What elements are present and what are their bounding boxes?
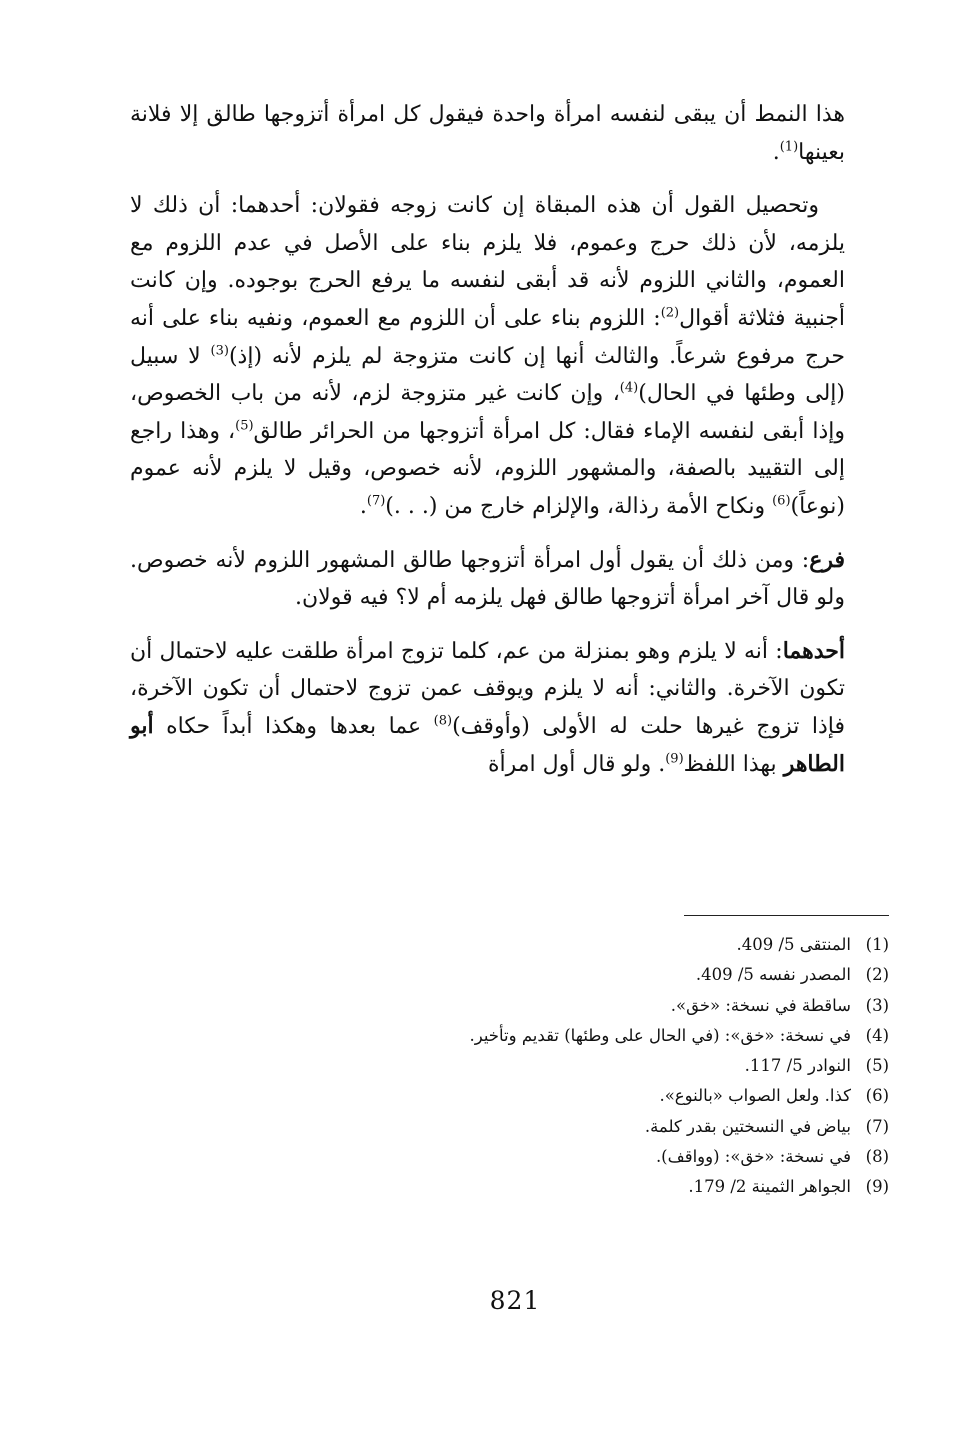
footnote-number: (2) xyxy=(865,965,889,985)
footnote-text: في نسخة: «خق»: (في الحال على وطئها) تقديم وتأخير. xyxy=(469,1025,851,1045)
footnote-number: (4) xyxy=(865,1025,889,1045)
footnote-text: بياض في النسختين بقدر كلمة. xyxy=(644,1116,851,1136)
footnote-text: الجواهر الثمينة 2/ 179. xyxy=(688,1177,851,1197)
footnote-item xyxy=(249,991,889,1021)
footnote-number: (1) xyxy=(865,935,889,954)
footnote-number: (7) xyxy=(865,1116,889,1136)
text-run: عما بعدها وهكذا أبداً حكاه xyxy=(153,713,434,739)
footnote-number: (8) xyxy=(865,1147,889,1167)
text-run: : أنه لا يلزم وهو بمنزلة من عم، كلما تزوج امرأة طلقت عليه لاحتمال أن تكون الآخرة. والثاني: أنه لا يلزم ويوقف عمن تزوج لاحتمال أن تكون الآخرة، فإذا تزوج غيرها حلت له الأولى (وأوقف) xyxy=(130,638,845,739)
footnote-item xyxy=(249,1112,889,1142)
footnote-item xyxy=(249,1081,889,1111)
text-run: . xyxy=(772,139,780,165)
footnote-reference: (4) xyxy=(619,380,639,396)
bold-term: فرع xyxy=(809,546,845,573)
bold-term: أبو الطاهر xyxy=(130,712,845,777)
paragraph xyxy=(130,96,845,171)
paragraph xyxy=(130,633,845,783)
footnote-number: (3) xyxy=(865,995,889,1015)
page-number: 821 xyxy=(489,1286,541,1315)
footnote-item xyxy=(249,1172,889,1202)
footnote-item xyxy=(249,1051,889,1081)
footnote-reference: (7) xyxy=(366,493,386,509)
paragraph xyxy=(130,187,845,525)
bold-term: أحدهما xyxy=(782,637,845,664)
footnote-reference: (1) xyxy=(779,139,799,155)
text-run: هذا النمط أن يبقى لنفسه امرأة واحدة فيقول كل امرأة أتزوجها طالق إلا فلانة بعينها xyxy=(130,102,845,165)
footnote-reference: (2) xyxy=(660,305,680,321)
footnote-separator xyxy=(684,915,889,916)
text-run: : ومن ذلك أن يقول أول امرأة أتزوجها طالق المشهور اللزوم لأنه خصوص. ولو قال آخر امرأة أتزوجها طالق فهل يلزمه أم لا؟ فيه قولان. xyxy=(130,547,845,611)
footnote-text: كذا. ولعل الصواب «بالنوع». xyxy=(659,1086,851,1106)
footnote-reference: (5) xyxy=(235,418,254,434)
text-run: ، وإن كانت غير متزوجة لزم، لأنه من باب الخصوص، وإذا أبقى لنفسه الإماء فقال: كل امرأة أتزوجها من الحرائر طالق xyxy=(130,381,845,444)
footnote-number: (9) xyxy=(865,1177,889,1197)
footnote-reference: (6) xyxy=(772,493,791,509)
footnote-text: ساقطة في نسخة: «خق». xyxy=(670,995,851,1015)
footnote-item xyxy=(249,930,889,960)
footnote-number: (6) xyxy=(865,1086,889,1106)
text-run: . ولو قال أول امرأة xyxy=(487,751,666,777)
footnote-text: في نسخة: «خق»: (وواقف). xyxy=(655,1147,851,1167)
text-run: ونكاح الأمة رذالة، والإلزام خارج من (. . .) xyxy=(385,493,773,519)
footnote-reference: (9) xyxy=(665,751,684,767)
text-run: ، وهذا راجع إلى التقييد بالصفة، والمشهور اللزوم، لأنه خصوص، وقيل لا يلزم لأنه عموم (نوعاً) xyxy=(130,418,845,519)
text-run: لا سبيل (إلى وطئها في الحال) xyxy=(130,343,845,407)
footnote-number: (5) xyxy=(865,1056,889,1076)
paragraph xyxy=(130,542,845,617)
footnote-text: المنتقى 5/ 409. xyxy=(736,935,851,954)
footnotes-list xyxy=(249,930,889,1203)
text-run: . xyxy=(359,493,367,519)
text-run: وتحصيل القول أن هذه المبقاة إن كانت زوجه فقولان: أحدهما: أن ذلك لا يلزمه، لأن ذلك حرج وعموم، فلا يلزم بناء على الأصل في عدم اللزوم مع العموم، والثاني اللزوم لأنه قد أبقى لنفسه ما يرفع الحرج بوجوده. وإن كانت أجنبية فثلاثة أقوال xyxy=(130,193,845,331)
footnote-item xyxy=(249,1142,889,1172)
text-run: بهذا اللفظ xyxy=(683,751,784,777)
main-text xyxy=(130,96,845,799)
text-run: : اللزوم بناء على أن اللزوم مع العموم، ونفيه بناء على أنه حرج مرفوع شرعاً. والثالث أنها إن كانت متزوجة لم يلزم لأنه (إذ) xyxy=(130,305,845,369)
footnote-text: النوادر 5/ 117. xyxy=(744,1056,851,1076)
footnote-reference: (8) xyxy=(433,713,453,729)
footnote-item xyxy=(249,1021,889,1051)
footnote-reference: (3) xyxy=(210,343,229,359)
footnote-item xyxy=(249,960,889,990)
footnote-text: المصدر نفسه 5/ 409. xyxy=(695,965,851,985)
